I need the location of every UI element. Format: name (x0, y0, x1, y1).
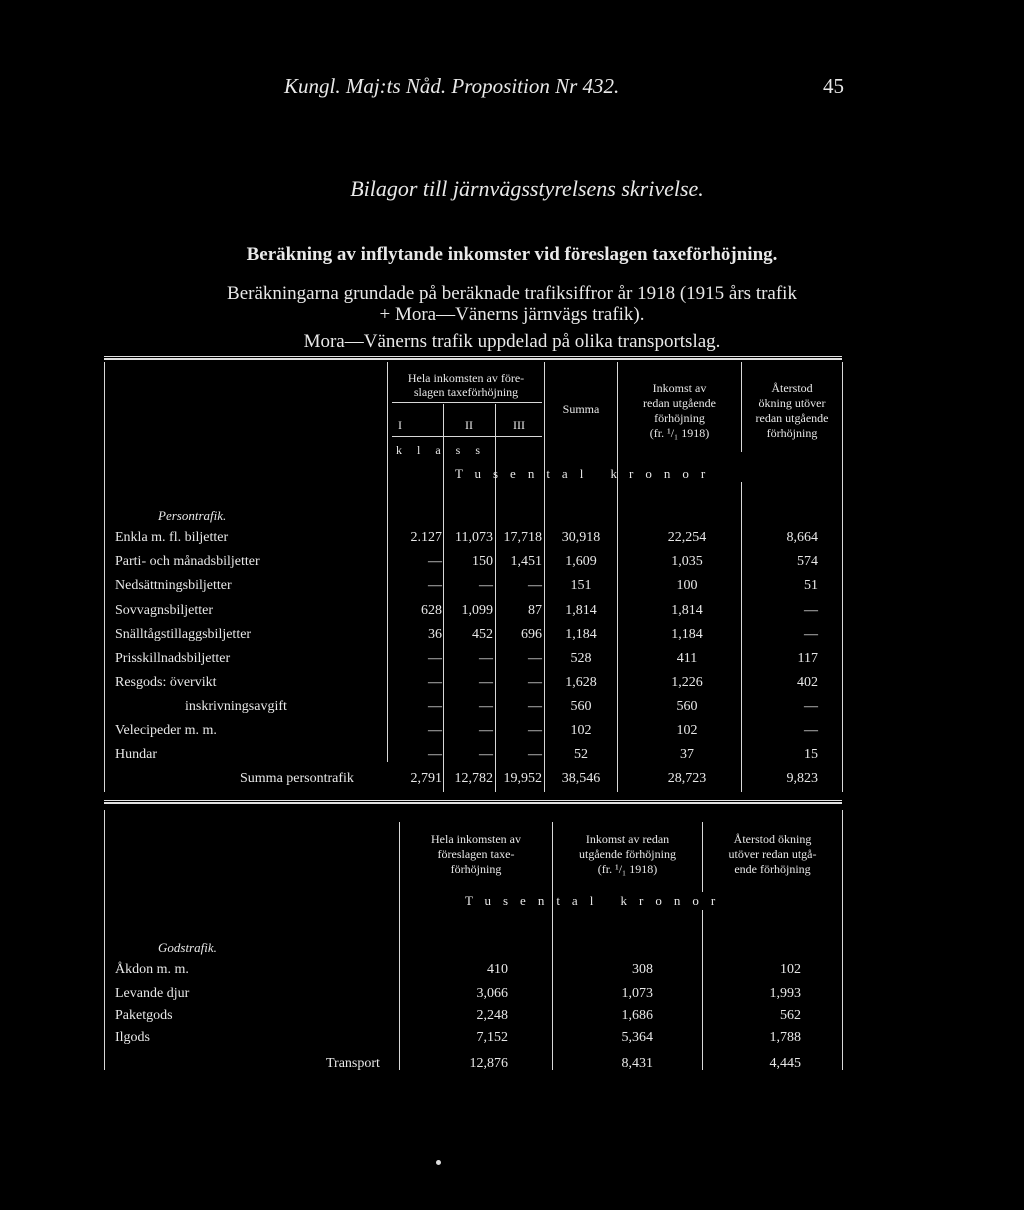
t1-unit-label: Tusental kronor (455, 466, 718, 481)
t1-cell-aterstod: — (804, 723, 818, 738)
t1-cell-aterstod: 8,664 (786, 530, 818, 545)
t1-class-II: II (465, 418, 473, 432)
t2-cell-hela: 3,066 (476, 986, 508, 1001)
t2-row-label: Paketgods (115, 1008, 173, 1023)
t1-total-inkomst: 28,723 (667, 771, 707, 786)
t1-inkomst-line2: redan utgående (643, 396, 716, 410)
t1-cell-inkomst: 1,184 (671, 627, 703, 642)
t1-class-III: III (513, 418, 525, 432)
t1-cell-class-II: 1,099 (461, 603, 493, 618)
t2-cell-inkomst: 308 (632, 962, 653, 977)
t1-row-label: Snälltågstillaggsbiljetter (115, 627, 252, 642)
t2-cell-hela: 410 (487, 962, 508, 977)
t2-cell-aterstod: 102 (780, 962, 801, 977)
basis-line-2: + Mora—Vänerns järnvägs trafik). (379, 304, 645, 325)
t2-transport-hela: 12,876 (469, 1056, 508, 1071)
t1-cell-class-III: 17,718 (503, 530, 542, 545)
t2-section-godstrafik: Godstrafik. (158, 940, 217, 955)
t2-inkomst-line2: utgående förhöjning (579, 847, 676, 861)
t2-row-label: Åkdon m. m. (115, 962, 189, 977)
t1-cell-class-III: — (528, 723, 542, 738)
t2-row-label: Ilgods (115, 1030, 150, 1045)
t1-cell-inkomst: 37 (680, 747, 694, 762)
t1-inkomst-line4: (fr. ¹/₁ 1918) (649, 426, 710, 440)
t1-cell-class-III: — (528, 651, 542, 666)
t2-transport-aterstod: 4,445 (769, 1056, 801, 1071)
t1-cell-class-II: 452 (472, 627, 493, 642)
t1-row-label: Prisskillnadsbiljetter (115, 651, 231, 666)
t1-inkomst-line3: förhöjning (654, 411, 705, 425)
t1-cell-aterstod: 402 (797, 675, 818, 690)
t1-cell-class-II: 150 (472, 554, 493, 569)
t1-cell-summa: 1,184 (565, 627, 597, 642)
t1-group-header-line1: Hela inkomsten av före- (407, 371, 525, 385)
t2-cell-aterstod: 1,788 (769, 1030, 801, 1045)
t1-cell-class-I: 2.127 (410, 530, 442, 545)
t1-aterstod-line3: redan utgående (755, 411, 829, 425)
t1-cell-inkomst: 560 (676, 699, 698, 714)
t1-cell-inkomst: 102 (676, 723, 698, 738)
heading: Beräkning av inflytande inkomster vid föreslagen taxeförhöjning. (246, 244, 778, 265)
t2-aterstod-line3: ende förhöjning (734, 862, 811, 876)
t1-cell-summa: 1,814 (565, 603, 597, 618)
t2-hela-line2: föreslagen taxe- (437, 847, 515, 861)
t1-row-label: Sovvagnsbiljetter (115, 603, 213, 618)
t2-inkomst-line3: (fr. ¹/₁ 1918) (597, 862, 658, 876)
t2-cell-hela: 7,152 (476, 1030, 508, 1045)
t1-section-persontrafik: Persontrafik. (158, 508, 227, 523)
t2-cell-aterstod: 562 (780, 1008, 801, 1023)
t1-cell-aterstod: — (804, 603, 818, 618)
t1-cell-class-I: — (428, 675, 442, 690)
t1-cell-class-III: 1,451 (510, 554, 542, 569)
t1-cell-class-II: 11,073 (455, 530, 493, 545)
t1-cell-class-I: — (428, 651, 442, 666)
t2-transport-label: Transport (326, 1056, 380, 1071)
t1-cell-aterstod: 574 (797, 554, 818, 569)
t2-row-label: Levande djur (115, 986, 190, 1001)
t1-cell-inkomst: 1,814 (671, 603, 703, 618)
t2-cell-inkomst: 5,364 (621, 1030, 653, 1045)
table1-top-rule (104, 356, 842, 360)
t1-row-label: Hundar (115, 747, 157, 762)
t1-cell-inkomst: 411 (676, 651, 698, 666)
t1-cell-summa: 528 (570, 651, 592, 666)
t2-aterstod-line1: Återstod ökning (733, 832, 812, 846)
t1-row-label: Parti- och månadsbiljetter (115, 554, 260, 569)
t1-cell-class-I: 36 (428, 627, 442, 642)
t1-cell-class-I: — (428, 747, 442, 762)
t1-cell-aterstod: — (804, 627, 818, 642)
t1-cell-class-I: — (428, 554, 442, 569)
table1-bottom-rule (104, 800, 842, 804)
running-title: Kungl. Maj:ts Nåd. Proposition Nr 432. (284, 74, 620, 98)
t2-cell-hela: 2,248 (476, 1008, 508, 1023)
t1-cell-inkomst: 1,226 (671, 675, 703, 690)
t1-row-label: Enkla m. fl. biljetter (115, 530, 229, 545)
t2-cell-inkomst: 1,686 (621, 1008, 653, 1023)
t1-row-label: Velecipeder m. m. (115, 723, 217, 738)
t1-aterstod-line4: förhöjning (766, 426, 818, 440)
t1-aterstod-line2: ökning utöver (758, 396, 826, 410)
t2-aterstod-line2: utöver redan utgå- (728, 847, 817, 861)
t1-cell-class-I: — (428, 578, 442, 593)
appendix-title: Bilagor till järnvägsstyrelsens skrivelse. (350, 176, 704, 201)
t1-cell-class-II: — (479, 675, 493, 690)
t1-cell-summa: 30,918 (561, 530, 601, 545)
t1-total-class-III: 19,952 (503, 771, 542, 786)
t1-group-header-line2: slagen taxeförhöjning (413, 385, 519, 399)
t1-cell-class-III: 87 (528, 603, 542, 618)
t1-cell-summa: 1,609 (565, 554, 597, 569)
t1-cell-class-III: — (528, 747, 542, 762)
subheading: Mora—Vänerns trafik uppdelad på olika transportslag. (303, 331, 721, 352)
t1-cell-class-II: — (479, 699, 493, 714)
t1-total-class-II: 12,782 (454, 771, 493, 786)
t2-cell-inkomst: 1,073 (621, 986, 653, 1001)
t2-transport-inkomst: 8,431 (621, 1056, 653, 1071)
t1-cell-class-III: — (528, 675, 542, 690)
t1-cell-class-III: — (528, 699, 542, 714)
t1-cell-aterstod: 117 (797, 651, 818, 666)
t1-cell-class-III: 696 (521, 627, 542, 642)
page-number: 45 (823, 74, 844, 98)
t1-total-label: Summa persontrafik (240, 771, 354, 786)
t1-total-class-I: 2,791 (410, 771, 442, 786)
t1-total-aterstod: 9,823 (786, 771, 818, 786)
t1-cell-summa: 102 (570, 723, 592, 738)
t1-cell-summa: 52 (574, 747, 588, 762)
t1-summa-header: Summa (562, 402, 600, 416)
t1-aterstod-line1: Återstod (771, 381, 813, 395)
t1-cell-aterstod: 51 (804, 578, 818, 593)
t1-total-summa: 38,546 (561, 771, 601, 786)
t1-row-label: inskrivningsavgift (185, 699, 287, 714)
t1-cell-class-I: — (428, 699, 442, 714)
ink-speck (436, 1160, 441, 1165)
t1-cell-class-III: — (528, 578, 542, 593)
basis-line-1: Beräkningarna grundade på beräknade trafiksiffror år 1918 (1915 års trafik (227, 283, 797, 304)
t1-class-I: I (398, 418, 402, 432)
t1-cell-summa: 560 (570, 699, 592, 714)
t2-cell-aterstod: 1,993 (769, 986, 801, 1001)
t1-cell-class-II: — (479, 651, 493, 666)
t1-inkomst-line1: Inkomst av (652, 381, 707, 395)
t1-cell-class-I: — (428, 723, 442, 738)
t1-cell-aterstod: — (804, 699, 818, 714)
t1-row-label: Nedsättningsbiljetter (115, 578, 232, 593)
t2-unit-label: Tusental kronor (465, 893, 728, 908)
t1-cell-inkomst: 100 (676, 578, 698, 593)
t1-cell-aterstod: 15 (804, 747, 818, 762)
t1-row-label: Resgods: övervikt (115, 675, 217, 690)
t1-cell-inkomst: 1,035 (671, 554, 703, 569)
t2-inkomst-line1: Inkomst av redan (585, 832, 670, 846)
t1-cell-summa: 151 (570, 578, 592, 593)
t1-cell-class-II: — (479, 578, 493, 593)
t1-cell-class-I: 628 (421, 603, 442, 618)
t2-hela-line1: Hela inkomsten av (431, 832, 521, 846)
t2-hela-line3: förhöjning (450, 862, 502, 876)
t1-cell-inkomst: 22,254 (667, 530, 707, 545)
t1-cell-summa: 1,628 (565, 675, 597, 690)
t1-klass: k l a s s (396, 443, 486, 457)
t1-cell-class-II: — (479, 747, 493, 762)
t1-cell-class-II: — (479, 723, 493, 738)
